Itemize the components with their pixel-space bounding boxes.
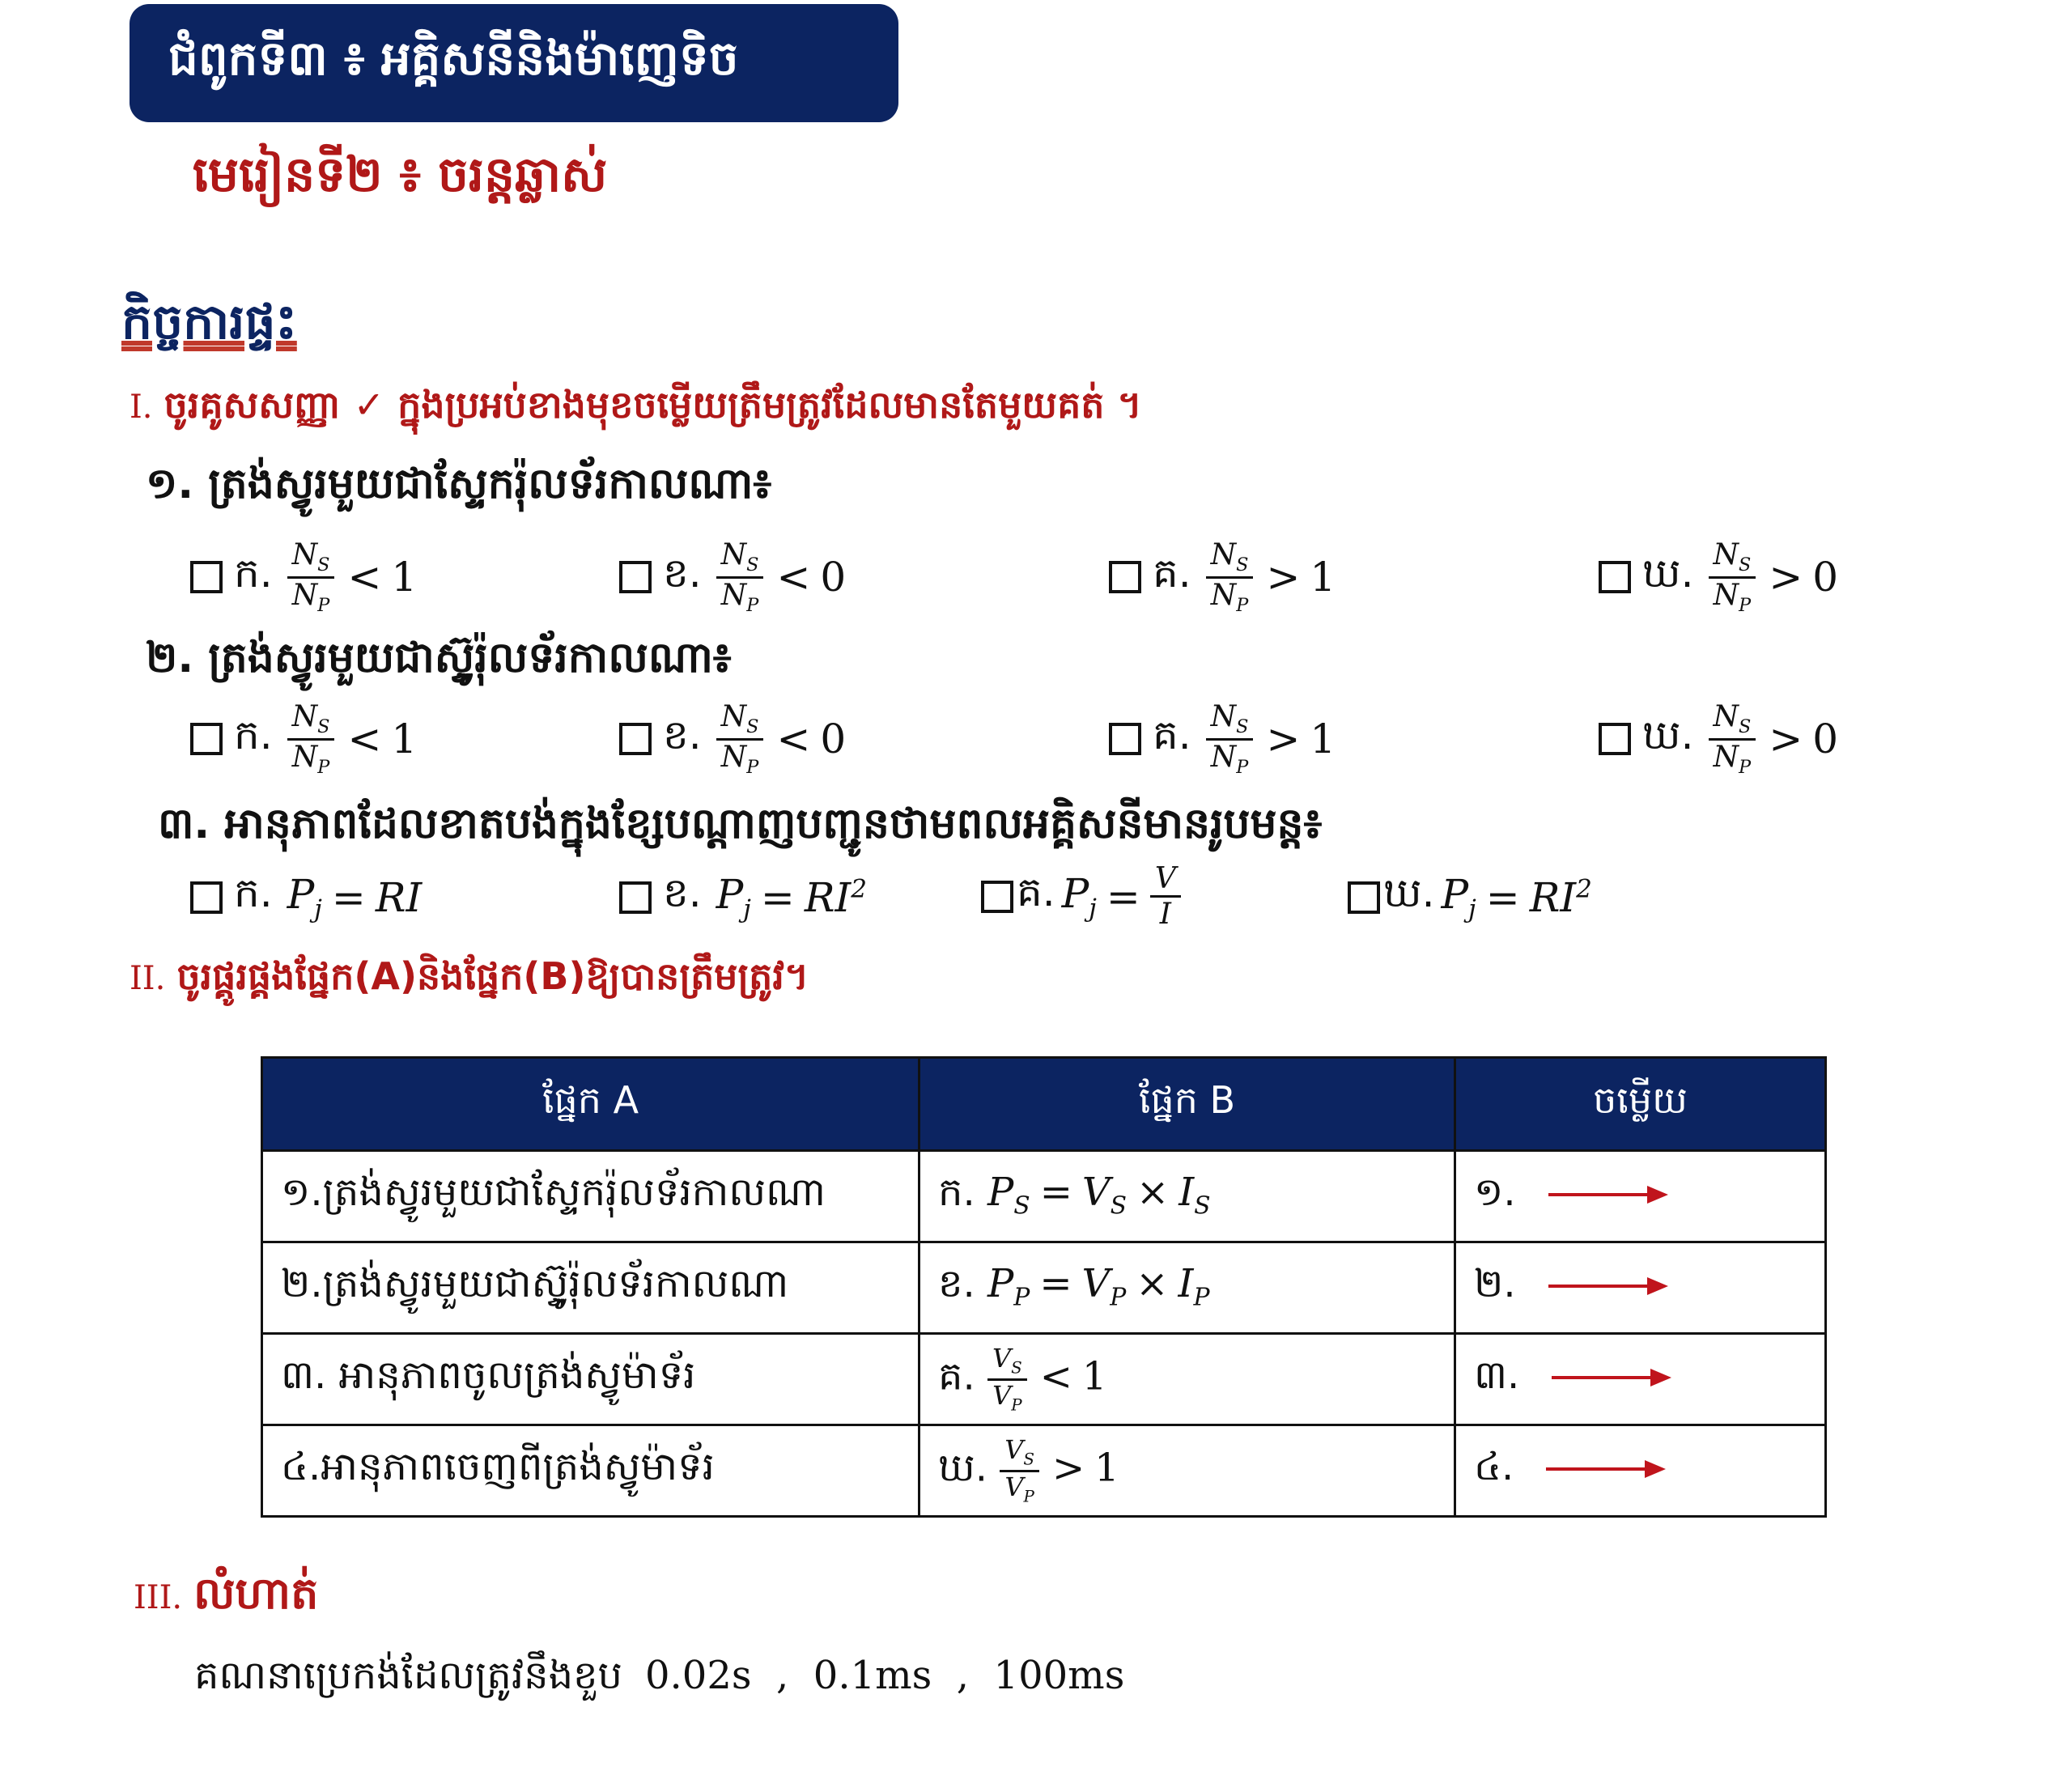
fraction: $\frac{N_S}{N_P}$ (287, 538, 335, 617)
section-1-instruction: I. ចូរគូសសញ្ញា ✓ ក្នុងប្រអប់ខាងមុខចម្លើយត្រឹមត្រូវដែលមានតែមួយគត់ ។ (130, 383, 1142, 427)
q1-option-d[interactable]: ឃ. $\frac{N_S}{N_P}$ > 0 (1599, 538, 1838, 617)
question-2-text: ២. ត្រង់ស្វូរមួយជាស្ទ៊ូរ៉ុលទ័រកាលណា៖ (146, 634, 732, 682)
checkbox[interactable] (190, 561, 223, 593)
header-answer: ចម្លើយ (1455, 1058, 1826, 1151)
answer-cell[interactable]: ២. (1455, 1242, 1826, 1334)
chapter-title-box (130, 4, 898, 122)
arrow-right-icon (1548, 1274, 1670, 1298)
table-header-row (262, 1058, 1826, 1151)
q2-option-b[interactable]: ខ. $\frac{N_S}{N_P}$ < 0 (619, 700, 846, 779)
table-row (262, 1242, 1826, 1334)
table-row (262, 1425, 1826, 1517)
q2-option-c[interactable]: គ. $\frac{N_S}{N_P}$ > 1 (1109, 700, 1336, 779)
part-b-cell: គ. $\frac{V_S}{V_P}$ < 1 (919, 1334, 1455, 1425)
checkbox[interactable] (190, 723, 223, 755)
fraction: $\frac{N_S}{N_P}$ (716, 700, 764, 779)
part-a-cell: ៤.អានុភាពចេញពីត្រង់ស្វូម៉ាទ័រ (262, 1425, 919, 1517)
checkbox[interactable] (1109, 561, 1141, 593)
arrow-right-icon (1546, 1457, 1667, 1481)
q3-option-d[interactable]: ឃ. $P_j$ = $RI^2$ (1348, 868, 1592, 927)
part-a-cell: ៣. អានុភាពចូលត្រង់ស្វូម៉ាទ័រ (262, 1334, 919, 1425)
table-row (262, 1151, 1826, 1242)
answer-cell[interactable]: ៤. (1455, 1425, 1826, 1517)
checkbox[interactable] (981, 881, 1013, 913)
part-a-cell: ១.ត្រង់ស្វូរមួយជាស្ទែករ៉ុលទ័រកាលណា (262, 1151, 919, 1242)
question-1-text: ១. ត្រង់ស្វូរមួយជាស្ទែករ៉ុលទ័រកាលណា៖ (146, 460, 772, 508)
q3-option-a[interactable]: ក. $P_j$ = RI (190, 868, 422, 927)
checkbox[interactable] (619, 723, 652, 755)
table-row (262, 1334, 1826, 1425)
arrow-right-icon (1548, 1183, 1670, 1207)
q2-option-d[interactable]: ឃ. $\frac{N_S}{N_P}$ > 0 (1599, 700, 1838, 779)
part-b-cell: ខ. $P_P = V_P \times I_P$ (919, 1242, 1455, 1334)
q1-option-b[interactable]: ខ. $\frac{N_S}{N_P}$ < 0 (619, 538, 846, 617)
part-b-cell: ឃ. $\frac{V_S}{V_P}$ > 1 (919, 1425, 1455, 1517)
fraction: $\frac{N_S}{N_P}$ (287, 700, 335, 779)
section-2-instruction: II. ចូរផ្គូរផ្គងផ្នែក(A)និងផ្នែក(B)ឱ្យបានត្រឹមត្រូវ។ (130, 954, 809, 998)
header-part-a: ផ្នែក A (262, 1058, 919, 1151)
q3-option-b[interactable]: ខ. $P_j$ = $RI^2$ (619, 868, 867, 927)
fraction: $\frac{N_S}{N_P}$ (716, 538, 764, 617)
q3-option-c[interactable]: គ. $P_j$ = $\frac{V}{I}$ (981, 862, 1184, 932)
matching-table (261, 1056, 1827, 1518)
part-a-cell: ២.ត្រង់ស្វូរមួយជាស្ទ៊ូរ៉ុលទ័រកាលណា (262, 1242, 919, 1334)
fraction: $\frac{N_S}{N_P}$ (1206, 700, 1254, 779)
checkbox[interactable] (619, 881, 652, 914)
checkbox[interactable] (1109, 723, 1141, 755)
checkbox[interactable] (190, 881, 223, 914)
homework-title: កិច្ចការផ្ទះ (121, 294, 297, 350)
exercise-values: 0.02s , 0.1ms , 100ms (644, 1653, 1125, 1698)
question-3-text: ៣. អានុភាពដែលខាតបង់ក្នុងខ្សែបណ្តាញបញ្ជូនថាមពលអគ្គិសនីមានរូបមន្ត៖ (158, 800, 1323, 848)
checkbox[interactable] (1599, 723, 1631, 755)
q1-option-c[interactable]: គ. $\frac{N_S}{N_P}$ > 1 (1109, 538, 1336, 617)
header-part-b: ផ្នែក B (919, 1058, 1455, 1151)
section-3-title: III. លំហាត់ (134, 1568, 319, 1619)
answer-cell[interactable]: ១. (1455, 1151, 1826, 1242)
lesson-title: មេរៀនទី២ ៖ ចរន្តឆ្លាស់ (193, 147, 608, 203)
fraction: $\frac{N_S}{N_P}$ (1709, 700, 1756, 779)
arrow-right-icon (1552, 1365, 1673, 1390)
fraction: $\frac{N_S}{N_P}$ (1709, 538, 1756, 617)
fraction: $\frac{N_S}{N_P}$ (1206, 538, 1254, 617)
fraction: $\frac{V}{I}$ (1150, 862, 1181, 932)
chapter-title: ជំពូកទី៣ ៖ អគ្គិសនីនិងម៉ាញេទិច (168, 30, 739, 86)
q2-option-a[interactable]: ក. $\frac{N_S}{N_P}$ < 1 (190, 700, 417, 779)
checkbox[interactable] (1599, 561, 1631, 593)
answer-cell[interactable]: ៣. (1455, 1334, 1826, 1425)
checkbox[interactable] (1348, 881, 1380, 914)
checkbox[interactable] (619, 561, 652, 593)
q1-option-a[interactable]: ក. $\frac{N_S}{N_P}$ < 1 (190, 538, 417, 617)
exercise-text: គណនាប្រេកង់ដែលត្រូវនឹងខួប 0.02s , 0.1ms , 100ms (194, 1653, 1125, 1698)
part-b-cell: ក. $P_S = V_S \times I_S$ (919, 1151, 1455, 1242)
